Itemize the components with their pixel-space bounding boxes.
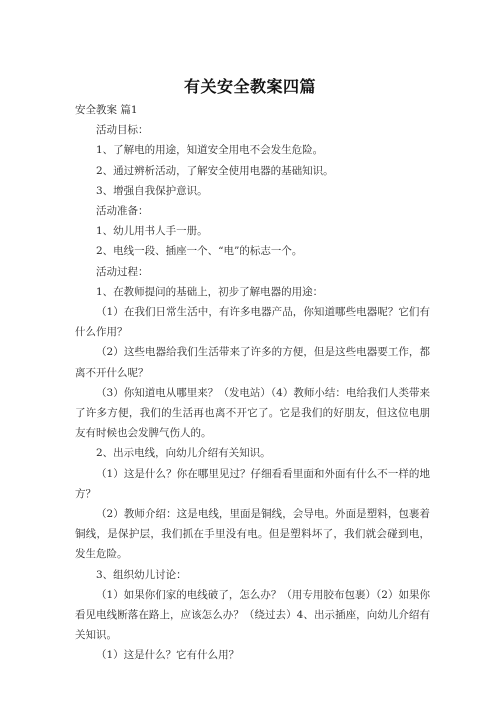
paragraph: 3、组织幼儿讨论： xyxy=(96,568,187,581)
paragraph: 2、通过辨析活动，了解安全使用电器的基础知识。 xyxy=(96,164,334,177)
paragraph: 活动过程： xyxy=(96,265,149,278)
paragraph: 1、了解电的用途，知道安全用电不会发生危险。 xyxy=(96,144,324,157)
paragraph: （3）你知道电从哪里来？（发电站）（4）教师小结：电给我们人类带来了许多方便，我们的生活再也离不开它了。它是我们的好朋友，但这位电朋友有时候也会发脾气伤人的。 xyxy=(75,386,430,440)
paragraph: （1）这是什么？你在哪里见过？仔细看看里面和外面有什么不一样的地方？ xyxy=(75,467,430,500)
paragraph: 2、电线一段、插座一个、“电”的标志一个。 xyxy=(96,245,303,258)
paragraph: （2）教师介绍：这是电线，里面是铜线，会导电。外面是塑料，包裹着铜线，是保护层，我们抓在手里没有电。但是塑料坏了，我们就会碰到电，发生危险。 xyxy=(75,508,430,561)
document-title: 有关安全教案四篇 xyxy=(183,77,316,96)
paragraph: 2、出示电线，向幼儿介绍有关知识。 xyxy=(96,447,271,460)
paragraph: 活动目标： xyxy=(96,124,149,137)
document-body xyxy=(75,100,430,666)
paragraph: 1、幼儿用书人手一册。 xyxy=(96,225,208,238)
paragraph: （1）在我们日常生活中，有许多电器产品，你知道哪些电器呢？它们有什么作用？ xyxy=(75,306,430,339)
paragraph: （2）这些电器给我们生活带来了许多的方便，但是这些电器要工作，都离不开什么呢？ xyxy=(75,346,430,379)
paragraph: 活动准备： xyxy=(96,205,149,218)
paragraph: （1）这是什么？它有什么用？ xyxy=(96,649,240,662)
paragraph: 3、增强自我保护意识。 xyxy=(96,184,208,197)
paragraph: 1、在教师提问的基础上，初步了解电器的用途： xyxy=(96,285,324,298)
section-heading: 安全教案 篇1 xyxy=(75,104,138,116)
paragraph: （1）如果你们家的电线破了，怎么办？（用专用胶布包裹）（2）如果你看见电线断落在路上，应该怎么办？（绕过去）4、出示插座，向幼儿介绍有关知识。 xyxy=(75,588,430,642)
